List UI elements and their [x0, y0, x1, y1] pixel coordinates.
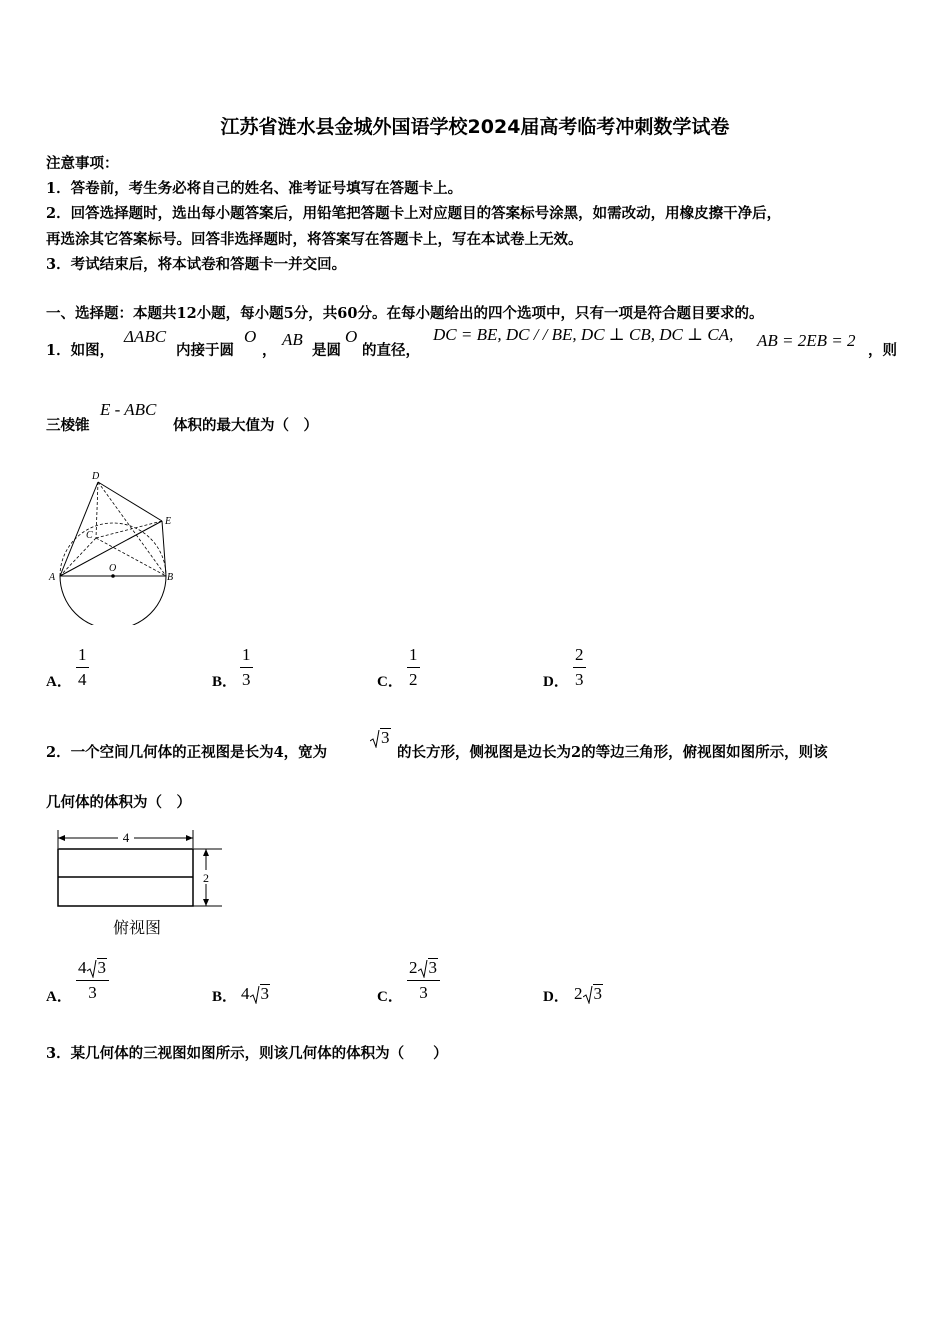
q2-text-2: 的长方形，侧视图是边长为2的等边三角形，俯视图如图所示，则该	[397, 744, 828, 761]
q2-option-b-label[interactable]: B．	[212, 989, 238, 1005]
q2-text-3: 几何体的体积为（ ）	[46, 794, 191, 811]
q1-text-3: ，	[262, 342, 277, 359]
q2-option-a-value: 4 3 3	[76, 958, 109, 1003]
q1-math-ab-eq: AB = 2EB = 2	[757, 331, 856, 350]
note-item: 1．答卷前，考生务必将自己的姓名、准考证号填写在答题卡上。	[46, 180, 463, 197]
note-item: 再选涂其它答案标号。回答非选择题时，将答案写在答题卡上，写在本试卷上无效。	[46, 231, 583, 248]
q1-math-o: O	[244, 327, 257, 346]
section-heading: 一、选择题：本题共12小题，每小题5分，共60分。在每小题给出的四个选项中，只有一项是符合题目要求的。	[46, 305, 764, 322]
fig-label-c: C	[86, 530, 93, 541]
q1-option-a-value: 1 4	[78, 645, 87, 689]
q1-option-c-value: 1 2	[409, 645, 418, 689]
q1-math-triangle: ΔABC	[124, 327, 167, 346]
q1-math-ab: AB	[282, 330, 303, 349]
q1-text-8: 体积的最大值为（ ）	[173, 417, 318, 434]
q2-option-b-value: 4 3	[241, 984, 269, 1003]
q2-sqrt: 3	[370, 728, 391, 748]
q2-option-c-label[interactable]: C．	[377, 989, 403, 1005]
q2-option-d-label[interactable]: D．	[543, 989, 569, 1005]
q2-figure	[52, 826, 227, 941]
q1-figure	[44, 465, 184, 625]
fig2-caption: 俯视图	[112, 918, 162, 937]
q1-text-7: 三棱锥	[46, 417, 90, 434]
fig2-width-label: 4	[122, 830, 130, 845]
q2-option-c-value: 2 3 3	[407, 958, 440, 1003]
q1-text-5: 的直径，	[362, 342, 420, 359]
q1-math-conditions: DC = BE, DC / / BE, DC ⊥ CB, DC ⊥ CA,	[433, 325, 734, 344]
q1-text-6: ，则	[868, 342, 897, 359]
q1-math-pyramid: E - ABC	[100, 400, 157, 419]
fig-label-b: B	[167, 572, 174, 583]
notes-heading: 注意事项：	[46, 155, 119, 172]
q2-option-a-label[interactable]: A．	[46, 989, 72, 1005]
q1-option-d-value: 2 3	[575, 645, 584, 689]
q1-text-1: 1．如图，	[46, 342, 115, 359]
q1-option-b-label[interactable]: B．	[212, 674, 238, 690]
q3-text: 3．某几何体的三视图如图所示，则该几何体的体积为（ ）	[46, 1045, 448, 1062]
note-item: 3．考试结束后，将本试卷和答题卡一并交回。	[46, 256, 347, 273]
fig2-height-label: 2	[203, 871, 209, 885]
fig-label-e: E	[165, 516, 172, 527]
q1-option-a-label[interactable]: A．	[46, 674, 72, 690]
note-item: 2．回答选择题时，选出每小题答案后，用铅笔把答题卡上对应题目的答案标号涂黑，如需改动，用橡皮擦干净后，	[46, 205, 782, 222]
page-title: 江苏省涟水县金城外国语学校2024届高考临考冲刺数学试卷	[220, 116, 730, 138]
q1-option-b-value: 1 3	[242, 645, 251, 689]
q1-option-c-label[interactable]: C．	[377, 674, 403, 690]
fig-label-a: A	[49, 572, 56, 583]
q1-text-4: 是圆	[312, 342, 341, 359]
fig-label-d: D	[92, 471, 100, 482]
q1-text-2: 内接于圆	[176, 342, 234, 359]
q1-option-d-label[interactable]: D．	[543, 674, 569, 690]
q2-text-1: 2．一个空间几何体的正视图是长为4，宽为	[46, 744, 328, 761]
fig-label-o: O	[109, 563, 117, 574]
q1-math-o2: O	[345, 327, 358, 346]
q2-option-d-value: 2 3	[574, 984, 602, 1003]
